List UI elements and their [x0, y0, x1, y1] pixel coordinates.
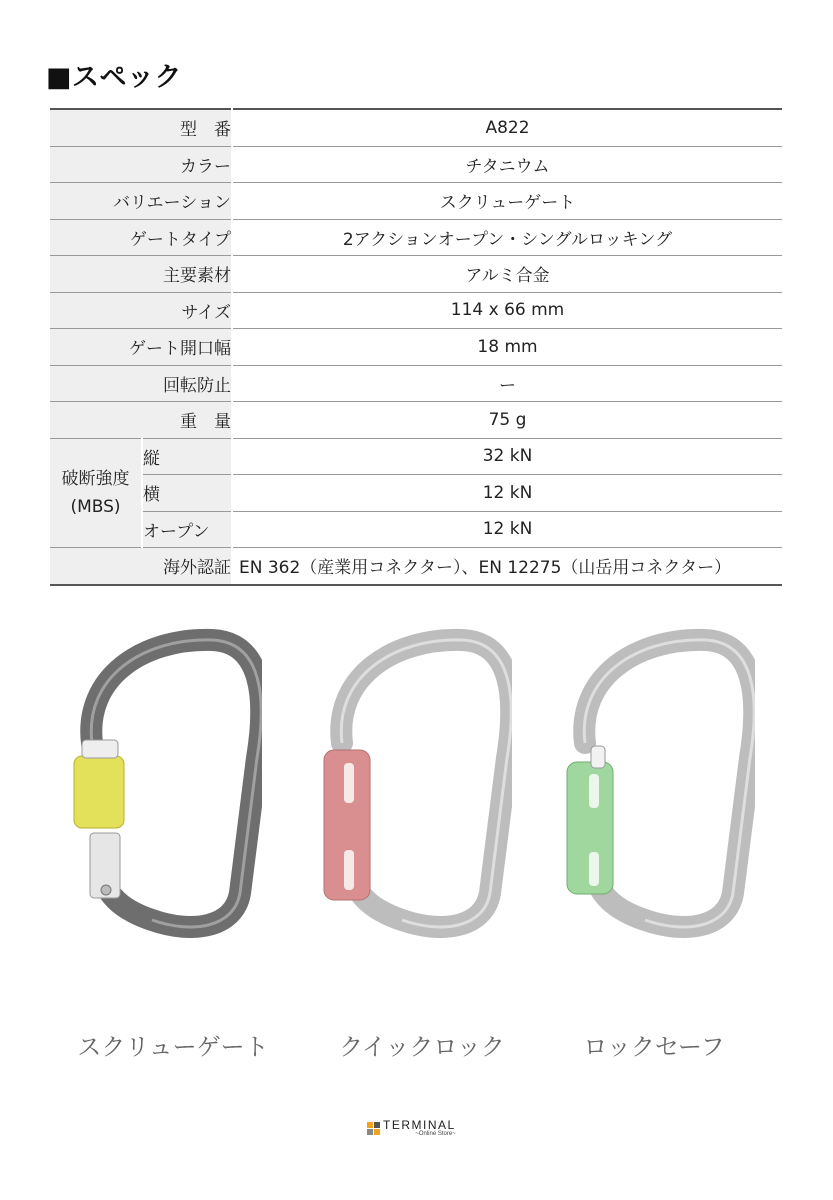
spec-label: サイズ — [50, 292, 232, 329]
table-row — [50, 256, 782, 293]
carabiner-quicklock-image — [312, 628, 512, 938]
certification-value: EN 362（産業用コネクター）、EN 12275（山岳用コネクター） — [232, 548, 782, 585]
section-title: ■スペック — [46, 62, 183, 93]
table-row — [50, 329, 782, 366]
strength-value: 32 kN — [232, 438, 782, 475]
spec-label: バリエーション — [50, 183, 232, 220]
table-row — [50, 475, 782, 512]
spec-value: A822 — [232, 109, 782, 146]
strength-label: 横 — [142, 475, 232, 512]
table-row — [50, 183, 782, 220]
table-row — [50, 146, 782, 183]
spec-label: ゲートタイプ — [50, 219, 232, 256]
store-logo — [367, 1119, 456, 1137]
table-row — [50, 219, 782, 256]
table-row — [50, 402, 782, 439]
logo-name: TERMINAL — [383, 1118, 456, 1132]
spec-label: ゲート開口幅 — [50, 329, 232, 366]
strength-group-label-line1: 破断強度 — [61, 468, 130, 489]
spec-table — [50, 108, 782, 586]
table-row — [50, 548, 782, 585]
carabiner-locksafe-image — [555, 628, 755, 938]
spec-value: 114 x 66 mm — [232, 292, 782, 329]
spec-value: 2アクションオープン・シングルロッキング — [232, 219, 782, 256]
spec-value: チタニウム — [232, 146, 782, 183]
table-row — [50, 438, 782, 475]
spec-value: 18 mm — [232, 329, 782, 366]
spec-label: 重 量 — [50, 402, 232, 439]
caption-locksafe: ロックセーフ — [583, 1033, 725, 1061]
caption-screwgate: スクリューゲート — [77, 1033, 269, 1061]
strength-label: 縦 — [142, 438, 232, 475]
table-row — [50, 109, 782, 146]
spec-label: 主要素材 — [50, 256, 232, 293]
spec-label: 型 番 — [50, 109, 232, 146]
strength-value: 12 kN — [232, 475, 782, 512]
table-row — [50, 511, 782, 548]
logo-icon — [367, 1122, 380, 1135]
strength-group-label — [50, 438, 142, 548]
certification-label: 海外認証 — [50, 548, 232, 585]
strength-label: オープン — [142, 511, 232, 548]
spec-label: カラー — [50, 146, 232, 183]
table-row — [50, 365, 782, 402]
spec-value: 75 g — [232, 402, 782, 439]
screw-sleeve — [74, 756, 124, 828]
caption-quicklock: クイックロック — [339, 1033, 505, 1061]
spec-label: 回転防止 — [50, 365, 232, 402]
strength-value: 12 kN — [232, 511, 782, 548]
logo-subtitle: ~Online Store~ — [415, 1131, 456, 1137]
carabiner-screwgate-image — [62, 628, 262, 938]
strength-group-label-line2: (MBS) — [70, 496, 121, 517]
spec-value: スクリューゲート — [232, 183, 782, 220]
spec-value: アルミ合金 — [232, 256, 782, 293]
table-row — [50, 292, 782, 329]
spec-value: ー — [232, 365, 782, 402]
